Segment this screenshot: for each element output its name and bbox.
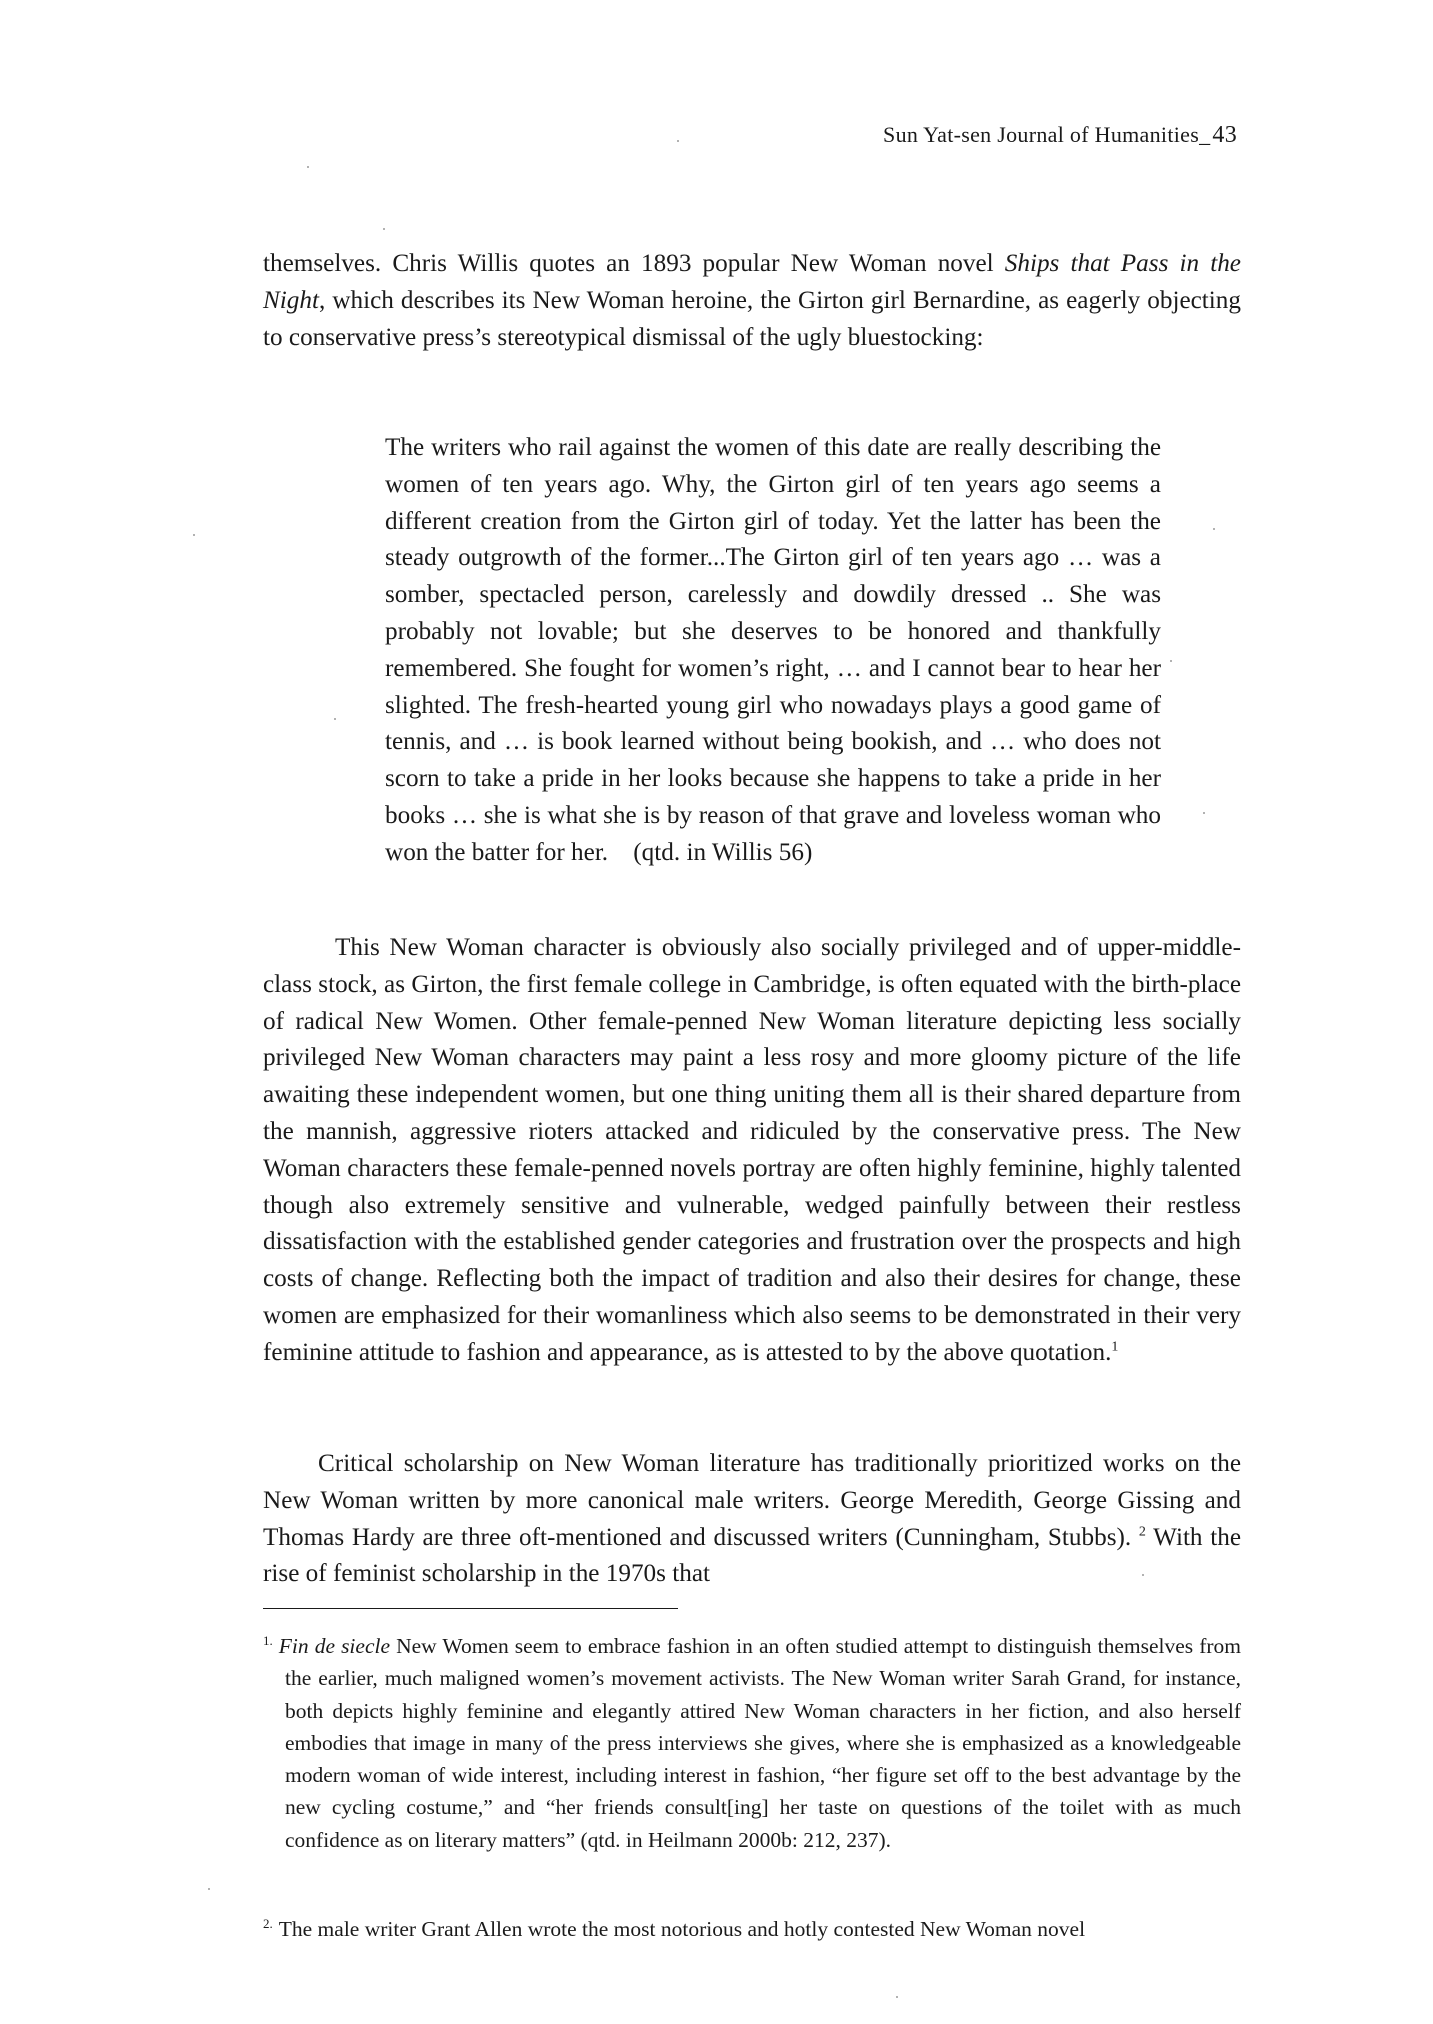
paragraph-3-text-a: Critical scholarship on New Woman literature has traditionally prioritized works on the New Woman written by more canonical male writers. George Meredith, George Gissing and Thomas Hardy are three oft-mentioned and discussed writers (Cunningham, Stubbs).: [263, 1450, 1241, 1551]
footnote-2-text: The male writer Grant Allen wrote the most notorious and hotly contested New Woman novel: [278, 1917, 1086, 1941]
footnote-2: [263, 1913, 1241, 1945]
scan-speck: [307, 166, 309, 168]
journal-title: Sun Yat-sen Journal of Humanities_: [883, 122, 1211, 147]
page-number: 43: [1212, 122, 1237, 148]
novel-title: Ships that Pass in the Night: [263, 250, 1241, 314]
paragraph-1-text-a: themselves. Chris Willis quotes an 1893 popular New Woman novel: [263, 250, 1005, 277]
footnote-1-mark: 1.: [263, 1632, 273, 1648]
scan-speck: [1170, 660, 1172, 662]
scan-speck: [383, 228, 385, 230]
paragraph-3: [263, 1446, 1241, 1593]
running-header: [883, 122, 1237, 149]
paragraph-1-text-b: , which describes its New Woman heroine, the Girton girl Bernardine, as eagerly objecting to conservative press’s stereotypical dismissal of the ugly bluestocking:: [263, 286, 1241, 351]
footnote-2-mark: 2.: [263, 1915, 273, 1931]
scan-speck: [208, 1888, 210, 1890]
footnote-ref-1[interactable]: 1: [1111, 1339, 1119, 1355]
paragraph-2-text: This New Woman character is obviously also socially privileged and of upper-middle-class stock, as Girton, the first female college in Cambridge, is often equated with the birth-place of radical New Women. Other female-penned New Woman literature depicting less socially privileged New Woman characters may paint a less rosy and more gloomy picture of the life awaiting these independent women, but one thing uniting them all is their shared departure from the mannish, aggressive rioters attacked and ridiculed by the conservative press. The New Woman characters these female-penned novels portray are often highly feminine, highly talented though also extremely sensitive and vulnerable, wedged painfully between their restless dissatisfaction with the established gender categories and frustration over the prospects and high costs of change. Reflecting both the impact of tradition and also their desires for change, these women are emphasized for their womanliness which also seems to be demonstrated in their very feminine attitude to fashion and appearance, as is attested to by the above quotation.: [263, 934, 1241, 1366]
scan-speck: [1213, 528, 1215, 530]
scan-speck: [334, 718, 336, 720]
block-quote: [385, 430, 1161, 872]
scan-speck: [677, 140, 679, 142]
footnote-ref-2[interactable]: 2: [1138, 1524, 1146, 1540]
paragraph-3-text-b: With the rise of feminist scholarship in the 1970s that: [263, 1523, 1242, 1588]
scan-speck: [1203, 812, 1205, 814]
scan-speck: [1142, 1574, 1144, 1576]
footnote-1-italic-lead: Fin de siecle: [278, 1634, 391, 1658]
paragraph-1: [263, 246, 1241, 356]
footnote-1: [263, 1630, 1241, 1856]
scan-speck: [193, 534, 195, 536]
scan-speck: [896, 1996, 898, 1998]
footnote-divider: [263, 1608, 678, 1609]
block-quote-text: The writers who rail against the women of this date are really describing the women of ten years ago. Why, the Girton girl of ten years ago seems a different creation from the Girton girl of today. Yet the latter has been the steady outgrowth of the former...The Girton girl of ten years ago … was a somber, spectacled person, carelessly and dowdily dressed .. She was probably not lovable; but she deserves to be honored and thankfully remembered. She fought for women’s right, … and I cannot bear to hear her slighted. The fresh-hearted young girl who nowadays plays a good game of tennis, and … is book learned without being bookish, and … who does not scorn to take a pride in her looks because she happens to take a pride in her books … she is what she is by reason of that grave and loveless woman who won the batter for her.: [385, 434, 1161, 866]
block-quote-citation: (qtd. in Willis 56): [633, 838, 813, 866]
footnote-1-text: New Women seem to embrace fashion in an often studied attempt to distinguish themselves from the earlier, much maligned women’s movement activists. The New Woman writer Sarah Grand, for instance, both depicts highly feminine and elegantly attired New Woman characters in her fiction, and also herself embodies that image in many of the press interviews she gives, where she is emphasized as a knowledgeable modern woman of wide interest, including interest in fashion, “her figure set off to the best advantage by the new cycling costume,” and “her friends consult[ing] her taste on questions of the toilet with as much confidence as on literary matters” (qtd. in Heilmann 2000b: 212, 237).: [285, 1634, 1242, 1852]
paragraph-2: [263, 930, 1241, 1372]
